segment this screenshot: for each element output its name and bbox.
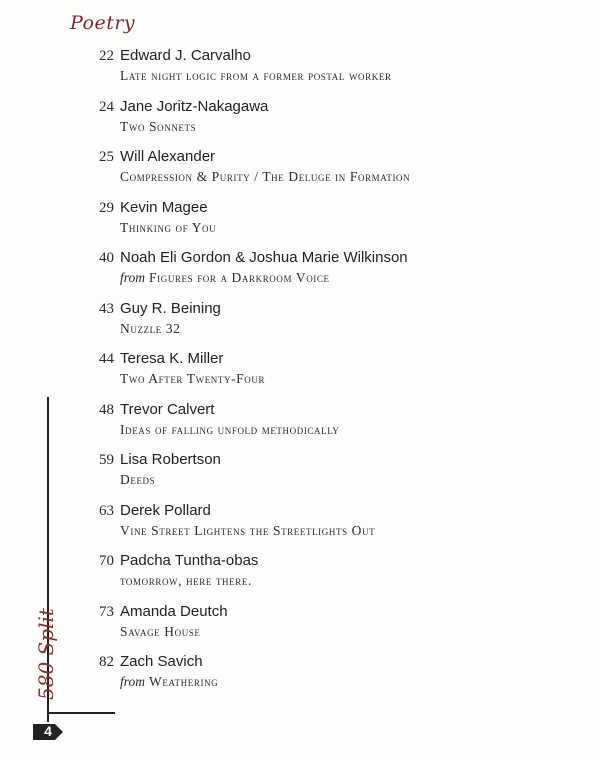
page-number: 59 [99,452,114,468]
margin-rule-horizontal [47,712,115,714]
list-item [0,551,600,597]
list-item [0,349,600,395]
author-name: Jane Joritz-Nakagawa [120,97,269,115]
list-item [0,147,600,193]
author-name: Lisa Robertson [120,451,221,468]
list-item [0,97,600,143]
author-name: Zach Savich [120,653,203,670]
work-title-text: Figures for a Darkroom Voice [149,270,330,285]
work-title [120,270,330,286]
page-number: 82 [99,654,114,670]
page-number: 24 [99,98,114,115]
page-number: 29 [99,199,114,216]
page-number: 73 [99,603,114,620]
work-title: Thinking of You [120,219,217,235]
page-number: 25 [99,149,114,165]
work-title: Late night logic from a former postal worker [120,68,392,83]
author-name: Padcha Tuntha-obas [120,552,259,569]
page-number: 44 [99,351,114,367]
author-name: Derek Pollard [120,501,211,519]
list-item [0,400,600,446]
author-name: Amanda Deutch [120,602,228,620]
list-item [0,299,600,345]
author-name: Edward J. Carvalho [120,47,251,64]
page-number: 63 [99,502,114,519]
author-name: Teresa K. Miller [120,350,224,367]
author-name: Guy R. Beining [120,299,221,317]
work-title: Deeds [120,472,156,487]
work-title: Two After Twenty-Four [120,371,266,386]
from-prefix: from [120,674,146,689]
journal-name: 580 Split [34,608,58,700]
list-item [0,602,600,648]
list-item [0,248,600,294]
author-name: Kevin Magee [120,198,208,216]
page-number: 22 [99,48,114,64]
section-title: Poetry [70,12,136,34]
list-item [0,198,600,244]
work-title: Ideas of falling unfold methodically [120,421,340,437]
author-name: Noah Eli Gordon & Joshua Marie Wilkinson [120,249,408,266]
list-item [0,652,600,698]
list-item [0,501,600,547]
work-title: Nuzzle 32 [120,320,181,336]
work-title-text: Weathering [149,674,219,689]
work-title [120,674,218,690]
page-number: 40 [99,250,114,266]
page-folio: 4 [44,723,52,739]
from-prefix: from [120,270,146,285]
work-title: Two Sonnets [120,118,197,134]
list-item [0,450,600,496]
page-number: 43 [99,300,114,317]
page-number: 70 [99,553,114,569]
list-item [0,46,600,92]
work-title: Vine Street Lightens the Streetlights Out [120,522,376,538]
work-title: Savage House [120,623,201,639]
work-title: tomorrow, here there. [120,573,252,588]
author-name: Trevor Calvert [120,400,215,418]
work-title: Compression & Purity / The Deluge in Formation [120,169,411,184]
page-number: 48 [99,401,114,418]
author-name: Will Alexander [120,148,216,165]
